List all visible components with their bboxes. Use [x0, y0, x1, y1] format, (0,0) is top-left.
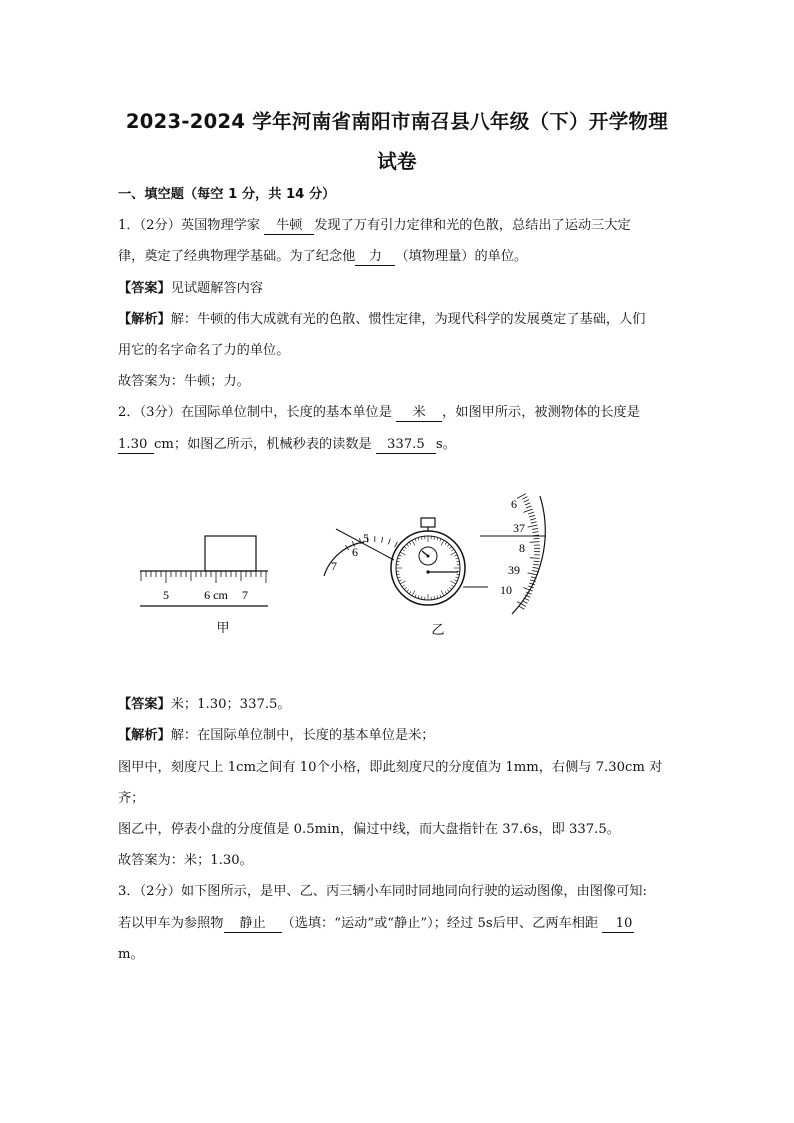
ruler-label-7: 7	[242, 588, 248, 602]
q1-analysis-text: 解：牛顿的伟大成就有光的色散、惯性定律，为现代科学的发展奠定了基础，人们	[170, 312, 646, 327]
stopwatch-tick	[400, 552, 405, 555]
ruler-label-6cm: 6 cm	[204, 588, 228, 602]
stopwatch-tick	[445, 542, 447, 544]
stopwatch-tick	[434, 596, 435, 599]
stopwatch-tick	[418, 538, 419, 541]
stopwatch-tick	[441, 591, 444, 596]
second-label-10: 10	[500, 583, 512, 597]
minute-label-5: 5	[363, 531, 369, 545]
second-label-8: 8	[519, 541, 525, 555]
measurement-figure	[128, 490, 568, 650]
minute-scale-tick	[382, 537, 383, 543]
stopwatch-tick	[407, 590, 409, 592]
stopwatch-tick	[451, 552, 456, 555]
stopwatch-tick	[456, 561, 459, 562]
second-scale-tick	[528, 525, 538, 527]
second-scale-tick	[529, 515, 535, 517]
q2-analysis-line-4: 图乙中，停表小盘的分度值是 0.5min，偏过中线，而大盘指针在 37.6s，即 337.5。	[118, 822, 620, 837]
exam-title-line-1: 2023-2024 学年河南省南阳市南召县八年级（下）开学物理	[125, 110, 669, 133]
stopwatch-tick	[421, 537, 422, 540]
q1-line-2	[118, 248, 527, 266]
stopwatch-tick	[456, 577, 459, 578]
q3-blank-1: 静止	[224, 916, 282, 933]
q1-analysis-line-1	[118, 311, 646, 329]
second-scale-tick	[533, 538, 539, 539]
q1-analysis-tag: 【解析】	[118, 312, 171, 327]
q2-blank-1: 米	[396, 405, 442, 422]
q1-line-1	[118, 217, 631, 235]
q2-line-1	[118, 404, 640, 422]
stopwatch-tick	[400, 581, 405, 584]
stopwatch-tick	[409, 542, 411, 544]
stopwatch-tick	[454, 580, 457, 581]
q2-text-c: cm；如图乙所示，机械秒表的读数是	[154, 437, 376, 452]
second-scale-tick	[532, 528, 538, 529]
q1-blank-1: 牛顿	[264, 218, 314, 235]
stopwatch-face	[396, 536, 460, 600]
exam-title-line-2: 试卷	[377, 150, 417, 173]
q2-blank-3: 337.5	[376, 437, 436, 454]
second-scale-tick	[533, 564, 539, 565]
second-scale-tick	[522, 601, 527, 604]
second-scale-tick	[530, 558, 540, 559]
q2-blank-2: 1.30	[118, 437, 154, 454]
second-scale-tick	[532, 571, 538, 572]
second-scale-tick	[530, 542, 540, 543]
second-label-6: 6	[511, 497, 517, 511]
stopwatch-tick	[402, 585, 404, 587]
stopwatch-tick	[454, 555, 457, 556]
q2-answer-text: 米；1.30；337.5。	[170, 697, 291, 712]
q2-analysis-line-2: 图甲中，刻度尺上 1cm之间有 10个小格，即此刻度尺的分度值为 1mm，右侧与 7.30cm 对	[118, 760, 663, 775]
minute-label-6: 6	[352, 545, 358, 559]
ruler-label-5: 5	[163, 588, 169, 602]
second-scale-tick	[528, 512, 534, 514]
figure-svg	[128, 490, 568, 650]
q2-analysis-line-1	[118, 727, 435, 745]
stopwatch-tick	[447, 590, 449, 592]
q2-text-b: ，如图甲所示，被测物体的长度是	[442, 405, 640, 420]
q1-final-answer: 故答案为：牛顿；力。	[118, 374, 250, 389]
stopwatch-tick	[440, 539, 441, 542]
stopwatch-tick	[412, 591, 415, 596]
q1-text-a: 1．（2分）英国物理学家	[118, 218, 265, 233]
q2-analysis-line-3: 齐；	[118, 791, 145, 806]
stopwatch-tick	[450, 587, 452, 589]
stopwatch-tick	[399, 555, 402, 556]
q3-line-2	[118, 915, 634, 933]
second-scale-tick	[525, 503, 531, 505]
second-label-37: 37	[513, 521, 525, 535]
stopwatch-tick	[450, 547, 452, 549]
stopwatch-tick	[409, 591, 411, 593]
second-scale-tick	[523, 509, 532, 512]
stopwatch-tick	[434, 537, 435, 540]
second-scale-tick	[533, 561, 539, 562]
stopwatch-diagram	[324, 494, 546, 637]
q2-answer	[118, 696, 291, 714]
stopwatch-tick	[402, 549, 404, 551]
ruler-diagram	[140, 536, 268, 635]
stopwatch-tick	[399, 580, 402, 581]
stopwatch-tick	[437, 596, 438, 599]
stopwatch-tick	[412, 540, 415, 545]
stopwatch-tick	[397, 574, 400, 575]
q1-text-b: 发现了万有引力定律和光的色散，总结出了运动三大定	[314, 218, 631, 233]
measured-block	[205, 536, 256, 571]
q1-answer-tag: 【答案】	[118, 281, 171, 296]
second-label-39: 39	[508, 563, 520, 577]
stopwatch-tick	[451, 549, 453, 551]
q1-blank-2: 力	[355, 249, 395, 266]
stopwatch-tick	[451, 581, 456, 584]
q3-text-a: 若以甲车为参照物	[118, 916, 224, 931]
q2-text-a: 2．（3分）在国际单位制中，长度的基本单位是	[118, 405, 397, 420]
stopwatch-tick	[398, 558, 401, 559]
q3-line-3: m。	[118, 947, 144, 962]
q1-text-c: 律，奠定了经典物理学基础。为了纪念他	[118, 249, 356, 264]
second-scale-tick	[526, 506, 532, 508]
q3-blank-2: 10	[602, 916, 634, 933]
q1-text-d: （填物理量）的单位。	[395, 249, 528, 264]
stopwatch-tick	[437, 538, 438, 541]
stopwatch-tick	[415, 539, 416, 542]
stopwatch-tick	[445, 591, 447, 593]
stopwatch-tick	[456, 574, 459, 575]
q2-text-d: s。	[435, 437, 456, 452]
q3-line-1: 3．（2分）如下图所示，是甲、乙、丙三辆小车同时同地同向行驶的运动图像，由图像可知:	[118, 884, 647, 899]
stopwatch-tick	[397, 561, 400, 562]
q1-analysis-line-2: 用它的名字命名了力的单位。	[118, 343, 290, 358]
stopwatch-tick	[415, 594, 416, 597]
q1-answer-text: 见试题解答内容	[170, 281, 264, 296]
second-scale-tick	[533, 532, 539, 533]
stopwatch-tick	[441, 540, 444, 545]
stopwatch-tick	[440, 594, 441, 597]
q2-answer-tag: 【答案】	[118, 697, 171, 712]
stopwatch-caption: 乙	[431, 622, 445, 637]
ruler-ticks	[141, 571, 266, 583]
stopwatch-tick	[418, 596, 419, 599]
stopwatch-tick	[447, 544, 449, 546]
ruler-caption: 甲	[216, 620, 230, 635]
stopwatch-tick	[407, 544, 409, 546]
second-scale-tick	[530, 519, 536, 521]
stopwatch-tick	[404, 547, 406, 549]
second-scale-tick	[523, 500, 528, 503]
minute-label-7: 7	[331, 559, 337, 573]
q1-answer	[118, 280, 263, 298]
q3-text-b: （选填：“运动”或“静止”）；经过 5s后甲、乙两车相距	[281, 916, 603, 931]
stopwatch-crown	[421, 518, 435, 527]
stopwatch-tick	[456, 558, 459, 559]
q2-analysis-tag: 【解析】	[118, 728, 171, 743]
q2-line-2	[118, 436, 456, 454]
stopwatch-tick	[421, 596, 422, 599]
q2-final-answer: 故答案为：米；1.30。	[118, 853, 253, 868]
q2-analysis-text: 解：在国际单位制中，长度的基本单位是米；	[170, 728, 435, 743]
minute-scale-tick	[388, 539, 390, 545]
stopwatch-tick	[451, 585, 453, 587]
minute-dial-magnified	[324, 542, 364, 576]
second-scale-tick	[519, 606, 524, 609]
stopwatch-tick	[404, 587, 406, 589]
second-scale-tick	[533, 567, 539, 568]
second-scale-tick	[522, 497, 527, 500]
stopwatch-tick	[398, 577, 401, 578]
second-scale-tick	[531, 522, 537, 523]
stopwatch-body	[391, 531, 465, 605]
minute-scale-tick	[395, 542, 398, 547]
section-heading: 一、填空题（每空 1 分，共 14 分）	[118, 187, 336, 202]
second-scale-tick	[528, 573, 538, 575]
